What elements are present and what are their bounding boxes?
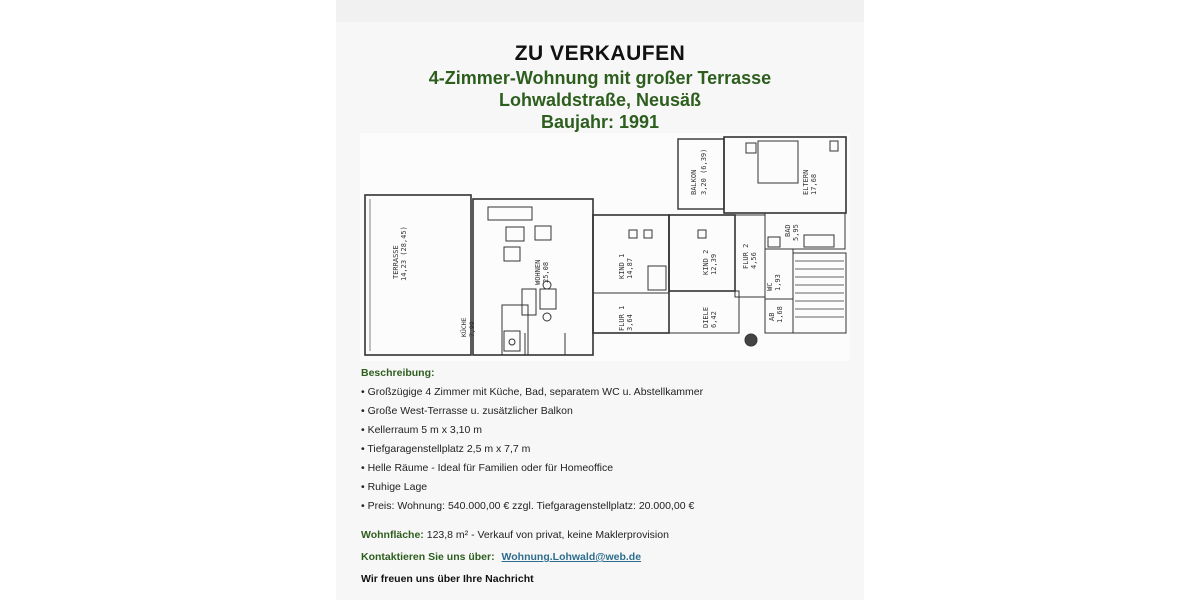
description-bullet-rooms: • Großzügige 4 Zimmer mit Küche, Bad, separatem WC u. Abstellkammer xyxy=(361,386,704,398)
description-bullet-garage: • Tiefgaragenstellplatz 2,5 m x 7,7 m xyxy=(361,443,531,455)
description-bullet-cellar: • Kellerraum 5 m x 3,10 m xyxy=(361,424,482,436)
description-bullet-terrace: • Große West-Terrasse u. zusätzlicher Balkon xyxy=(361,405,573,417)
svg-text:BALKON: BALKON xyxy=(690,169,698,195)
listing-title: ZU VERKAUFEN xyxy=(514,42,686,65)
description-bullet-quiet: • Ruhige Lage xyxy=(361,481,428,493)
listing-content xyxy=(361,364,861,590)
floorplan-image xyxy=(360,133,850,361)
svg-text:1,93: 1,93 xyxy=(774,274,782,291)
room-diele xyxy=(702,307,718,328)
svg-text:WC: WC xyxy=(766,282,774,291)
room-wohnen xyxy=(534,260,550,285)
svg-text:17,68: 17,68 xyxy=(810,173,818,195)
svg-text:KIND 2: KIND 2 xyxy=(702,249,710,275)
svg-text:14,87: 14,87 xyxy=(626,257,634,279)
svg-text:BAD: BAD xyxy=(784,224,792,237)
svg-text:7,99: 7,99 xyxy=(468,321,476,337)
listing-header xyxy=(336,40,864,133)
room-kind1 xyxy=(618,254,634,331)
area-value: 123,8 m² - Verkauf von privat, keine Maklerprovision xyxy=(423,529,669,541)
svg-text:5,95: 5,95 xyxy=(792,224,800,241)
area-row xyxy=(361,524,861,546)
room-wc xyxy=(766,274,782,291)
svg-text:3,20 (6,39): 3,20 (6,39) xyxy=(700,148,708,195)
svg-text:14,23 (28,45): 14,23 (28,45) xyxy=(400,226,408,281)
svg-text:FLUR 2: FLUR 2 xyxy=(742,243,750,269)
closing-text: Wir freuen uns über Ihre Nachricht xyxy=(361,573,534,585)
svg-text:WOHNEN: WOHNEN xyxy=(534,259,542,285)
contact-row xyxy=(361,546,861,568)
svg-text:TERRASSE: TERRASSE xyxy=(392,245,400,279)
svg-text:3,64: 3,64 xyxy=(626,314,634,331)
room-bad xyxy=(784,224,800,241)
svg-text:FLUR 1: FLUR 1 xyxy=(618,305,626,331)
room-kind2 xyxy=(702,250,718,275)
listing-subtitle: 4-Zimmer-Wohnung mit großer Terrasse xyxy=(428,68,772,88)
svg-text:DIELE: DIELE xyxy=(702,306,710,328)
listing-address: Lohwaldstraße, Neusäß xyxy=(498,90,702,110)
svg-text:25,08: 25,08 xyxy=(542,261,550,283)
description-label: Beschreibung: xyxy=(361,367,435,379)
svg-text:1,68: 1,68 xyxy=(776,306,784,323)
top-strip xyxy=(336,0,864,22)
contact-email-link[interactable]: Wohnung.Lohwald@web.de xyxy=(501,551,642,563)
svg-text:ELTERN: ELTERN xyxy=(802,169,810,195)
room-terrasse xyxy=(392,226,408,281)
svg-text:KÜCHE: KÜCHE xyxy=(460,317,468,337)
svg-text:12,39: 12,39 xyxy=(710,253,718,275)
description-bullet-bright: • Helle Räume - Ideal für Familien oder für Homeoffice xyxy=(361,462,614,474)
listing-year: Baujahr: 1991 xyxy=(540,112,660,132)
svg-text:AB: AB xyxy=(768,312,776,321)
description-bullet-price: • Preis: Wohnung: 540.000,00 € zzgl. Tiefgaragenstellplatz: 20.000,00 € xyxy=(361,500,695,512)
room-balkon xyxy=(690,149,708,195)
svg-text:KIND 1: KIND 1 xyxy=(618,253,626,279)
area-label: Wohnfläche: xyxy=(361,529,424,541)
svg-text:4,56: 4,56 xyxy=(750,252,758,269)
room-flur2 xyxy=(742,244,758,269)
contact-label: Kontaktieren Sie uns über: xyxy=(361,551,495,563)
room-eltern xyxy=(802,170,818,195)
svg-text:6,42: 6,42 xyxy=(710,311,718,328)
room-ab xyxy=(768,306,784,323)
